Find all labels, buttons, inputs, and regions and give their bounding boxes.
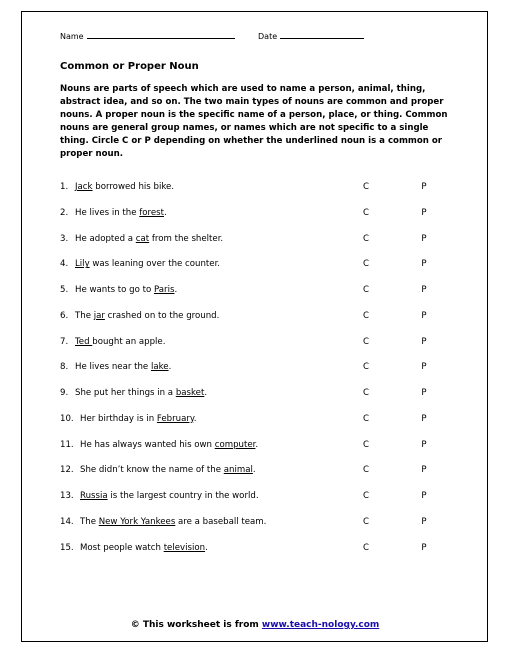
sentence-text: crashed on to the ground. xyxy=(104,310,220,321)
choice-common[interactable]: C xyxy=(362,310,369,321)
question-number: 2. xyxy=(60,207,69,218)
question-sentence xyxy=(75,387,207,399)
question-number: 11. xyxy=(60,439,74,450)
sentence-text: bought an apple. xyxy=(92,336,166,347)
underlined-noun: animal xyxy=(223,465,253,476)
question-sentence xyxy=(75,361,171,373)
sentence-text: She didn’t know the name of the xyxy=(80,465,224,476)
question-row xyxy=(60,387,460,413)
question-sentence xyxy=(80,516,266,528)
sentence-text: The xyxy=(75,310,94,321)
question-row xyxy=(60,233,460,259)
footer-link[interactable]: www.teach-nology.com xyxy=(261,620,380,630)
question-sentence xyxy=(75,258,220,270)
question-number: 12. xyxy=(60,465,74,476)
footer-text: © This worksheet is from xyxy=(130,620,262,630)
sentence-text: She put her things in a xyxy=(75,388,176,398)
choice-common[interactable]: C xyxy=(362,233,369,244)
question-row xyxy=(60,336,460,362)
question-number: 1. xyxy=(60,182,69,192)
sentence-text: Most people watch xyxy=(80,542,164,553)
question-number: 9. xyxy=(60,388,69,398)
choice-common[interactable]: C xyxy=(362,465,369,476)
date-field xyxy=(258,30,364,42)
question-sentence xyxy=(75,284,177,296)
choice-proper[interactable]: P xyxy=(421,542,427,553)
choice-common[interactable]: C xyxy=(362,413,369,424)
choice-common[interactable]: C xyxy=(362,388,369,398)
sentence-text: He wants to go to xyxy=(75,285,154,295)
question-row xyxy=(60,284,460,310)
worksheet-title: Common or Proper Noun xyxy=(60,61,199,72)
underlined-noun: forest xyxy=(139,207,165,218)
question-sentence xyxy=(75,181,174,193)
date-blank-line xyxy=(280,30,364,39)
question-number: 6. xyxy=(60,310,69,321)
underlined-noun: cat xyxy=(135,233,150,244)
choice-common[interactable]: C xyxy=(362,439,369,450)
question-number: 5. xyxy=(60,285,69,295)
underlined-noun: Paris xyxy=(153,285,175,295)
underlined-noun: lake xyxy=(150,362,169,373)
sentence-text: is the largest country in the world. xyxy=(107,491,259,501)
choice-proper[interactable]: P xyxy=(421,233,427,244)
sentence-text: from the shelter. xyxy=(149,233,224,244)
sentence-text: was leaning over the counter. xyxy=(89,259,221,270)
choice-proper[interactable]: P xyxy=(421,362,427,373)
choice-common[interactable]: C xyxy=(362,542,369,553)
sentence-text: . xyxy=(193,413,197,424)
name-label: Name xyxy=(60,32,84,41)
question-sentence xyxy=(80,413,197,425)
underlined-noun: computer xyxy=(214,439,256,450)
underlined-noun: Jack xyxy=(75,182,93,192)
sentence-text: He lives in the xyxy=(75,207,140,218)
choice-common[interactable]: C xyxy=(362,182,369,192)
underlined-noun: Ted xyxy=(75,336,93,347)
choice-common[interactable]: C xyxy=(362,491,369,501)
underlined-noun: Russia xyxy=(80,491,108,501)
question-sentence xyxy=(75,207,167,219)
question-number: 14. xyxy=(60,516,74,527)
question-sentence xyxy=(80,542,208,554)
choice-proper[interactable]: P xyxy=(421,310,427,321)
choice-common[interactable]: C xyxy=(362,362,369,373)
question-sentence xyxy=(75,233,223,245)
underlined-noun: jar xyxy=(93,310,105,321)
underlined-noun: television xyxy=(163,542,206,553)
sentence-text: He has always wanted his own xyxy=(80,439,215,450)
question-number: 15. xyxy=(60,542,74,553)
question-number: 7. xyxy=(60,336,69,347)
question-number: 8. xyxy=(60,362,69,373)
date-label: Date xyxy=(258,32,278,41)
sentence-text: . xyxy=(205,542,208,553)
question-number: 4. xyxy=(60,259,69,270)
question-number: 13. xyxy=(60,491,74,501)
sentence-text: borrowed his bike. xyxy=(92,182,175,192)
question-row xyxy=(60,464,460,490)
choice-proper[interactable]: P xyxy=(421,516,427,527)
choice-proper[interactable]: P xyxy=(421,465,427,476)
choice-proper[interactable]: P xyxy=(421,259,427,270)
choice-proper[interactable]: P xyxy=(421,439,427,450)
sentence-text: The xyxy=(80,516,99,527)
question-row xyxy=(60,207,460,233)
underlined-noun: New York Yankees xyxy=(98,516,176,527)
choice-proper[interactable]: P xyxy=(421,491,427,501)
question-list xyxy=(60,181,460,567)
choice-common[interactable]: C xyxy=(362,207,369,218)
instructions-paragraph: Nouns are parts of speech which are used to name a person, animal, thing, abstract idea, and so on. The two main types of nouns are common and proper nouns. A proper noun is the specific name of a person, place, or thing. Common nouns are general group names, or names which are not specific to a single thing. Circle C or P depending on whether the underlined noun is a common or proper noun. xyxy=(60,84,448,159)
choice-common[interactable]: C xyxy=(362,285,369,295)
choice-proper[interactable]: P xyxy=(421,285,427,295)
choice-proper[interactable]: P xyxy=(421,336,427,347)
underlined-noun: Lily xyxy=(75,259,90,270)
name-field xyxy=(60,30,235,42)
choice-common[interactable]: C xyxy=(362,259,369,270)
choice-common[interactable]: C xyxy=(362,516,369,527)
underlined-noun: February xyxy=(156,413,194,424)
question-row xyxy=(60,542,460,568)
choice-proper[interactable]: P xyxy=(421,413,427,424)
sentence-text: . xyxy=(164,207,167,218)
sentence-text: Her birthday is in xyxy=(80,413,157,424)
choice-proper[interactable]: P xyxy=(421,207,427,218)
question-number: 3. xyxy=(60,233,69,244)
sentence-text: He lives near the xyxy=(75,362,151,373)
question-row xyxy=(60,439,460,465)
sentence-text: . xyxy=(255,439,259,450)
question-row xyxy=(60,516,460,542)
question-sentence xyxy=(80,464,256,476)
question-row xyxy=(60,361,460,387)
choice-proper[interactable]: P xyxy=(421,388,427,398)
choice-proper[interactable]: P xyxy=(421,182,427,192)
question-number: 10. xyxy=(60,413,74,424)
question-row xyxy=(60,258,460,284)
question-row xyxy=(60,181,460,207)
name-blank-line xyxy=(87,30,235,39)
sentence-text: . xyxy=(174,285,178,295)
question-sentence xyxy=(75,336,165,348)
sentence-text: . xyxy=(252,465,256,476)
sentence-text: . xyxy=(168,362,172,373)
question-sentence xyxy=(80,490,259,502)
question-row xyxy=(60,413,460,439)
sentence-text: He adopted a xyxy=(75,233,136,244)
choice-common[interactable]: C xyxy=(362,336,369,347)
question-sentence xyxy=(80,439,258,451)
sentence-text: . xyxy=(204,388,208,398)
question-row xyxy=(60,310,460,336)
question-row xyxy=(60,490,460,516)
footer xyxy=(0,620,510,631)
sentence-text: are a baseball team. xyxy=(175,516,267,527)
question-sentence xyxy=(75,310,219,322)
underlined-noun: basket xyxy=(175,388,205,398)
